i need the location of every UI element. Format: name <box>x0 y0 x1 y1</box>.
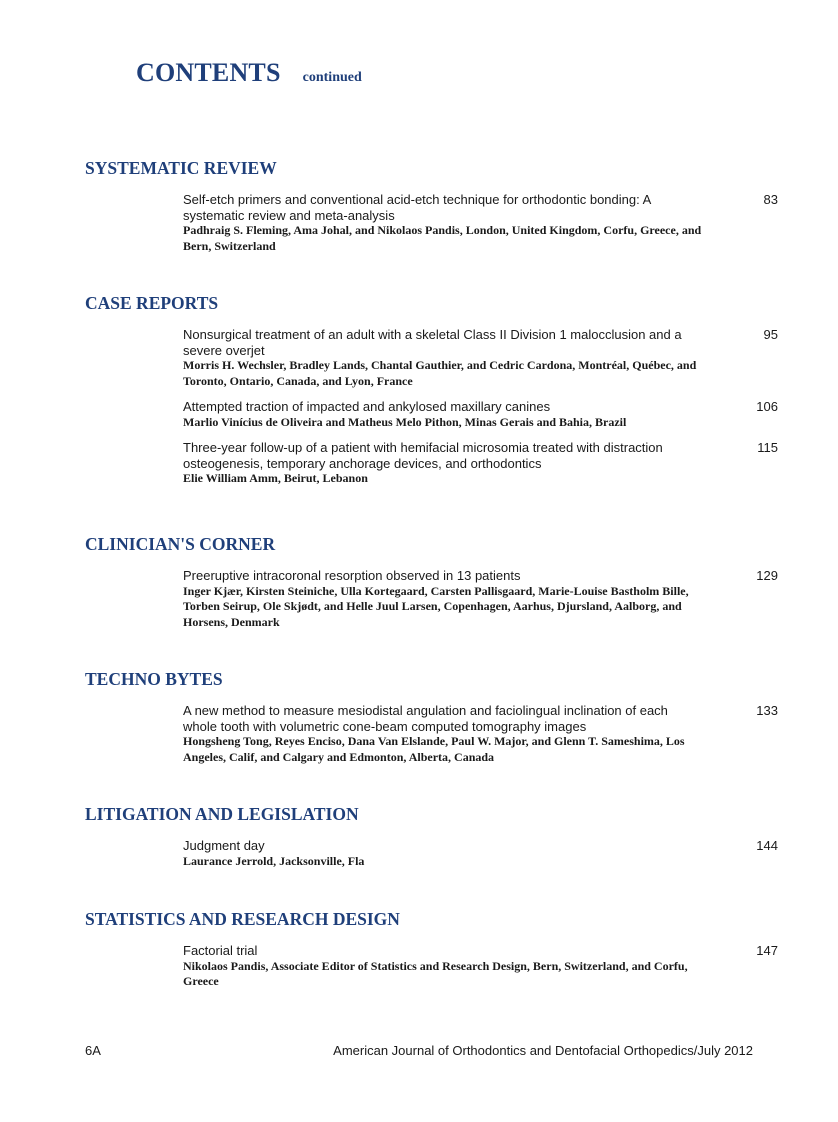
article-entry[interactable] <box>183 943 778 990</box>
article-page-number: 144 <box>756 838 778 853</box>
section-case-reports <box>85 292 778 497</box>
article-title[interactable]: Factorial trial <box>183 943 258 958</box>
article-entry[interactable] <box>183 440 778 487</box>
article-authors: Laurance Jerrold, Jacksonville, Fla <box>183 853 365 868</box>
contents-title: CONTENTS <box>136 58 281 87</box>
section-clinicians-corner <box>85 533 778 640</box>
article-entry[interactable] <box>183 399 778 430</box>
article-authors: Marlio Vinícius de Oliveira and Matheus Melo Pithon, Minas Gerais and Bahia, Brazil <box>183 414 627 429</box>
article-entry[interactable] <box>183 568 778 630</box>
article-page-number: 129 <box>756 568 778 583</box>
section-title: SYSTEMATIC REVIEW <box>85 158 277 178</box>
article-page-number: 133 <box>756 703 778 718</box>
article-authors: Inger Kjær, Kirsten Steiniche, Ulla Kortegaard, Carsten Pallisgaard, Marie-Louise Bastholm Bille, Torben Seirup, Ole Skjødt, and Helle Juul Larsen, Copenhagen, Aarhus, Djursland, Aalborg, and Horsens, Denmark <box>183 583 689 629</box>
article-title[interactable]: Self-etch primers and conventional acid-etch technique for orthodontic bonding: A systematic review and meta-analysis <box>183 192 651 223</box>
article-title[interactable]: Attempted traction of impacted and ankylosed maxillary canines <box>183 399 551 414</box>
section-title: CLINICIAN'S CORNER <box>85 534 276 554</box>
page-footer <box>85 1043 753 1058</box>
article-authors: Hongsheng Tong, Reyes Enciso, Dana Van Elslande, Paul W. Major, and Glenn T. Sameshima, Los Angeles, Calif, and Calgary and Edmonton, Alberta, Canada <box>183 734 685 764</box>
article-title[interactable]: Nonsurgical treatment of an adult with a skeletal Class II Division 1 malocclusion and a severe overjet <box>183 327 682 358</box>
article-page-number: 115 <box>757 440 778 455</box>
article-authors: Padhraig S. Fleming, Ama Johal, and Nikolaos Pandis, London, United Kingdom, Corfu, Greece, and Bern, Switzerland <box>183 223 702 253</box>
section-title: TECHNO BYTES <box>85 669 223 689</box>
article-title[interactable]: A new method to measure mesiodistal angulation and faciolingual inclination of each whole tooth with volumetric cone-beam computed tomography images <box>183 703 668 734</box>
article-entry[interactable] <box>183 327 778 389</box>
article-title[interactable]: Preeruptive intracoronal resorption observed in 13 patients <box>183 568 521 583</box>
section-systematic-review <box>85 157 778 264</box>
article-authors: Nikolaos Pandis, Associate Editor of Statistics and Research Design, Bern, Switzerland, and Corfu, Greece <box>183 958 688 988</box>
footer-journal: American Journal of Orthodontics and Dentofacial Orthopedics/July 2012 <box>333 1043 753 1058</box>
article-entry[interactable] <box>183 838 778 869</box>
contents-subtitle: continued <box>302 70 362 85</box>
section-techno-bytes <box>85 668 778 775</box>
article-page-number: 95 <box>763 327 778 342</box>
section-statistics-research-design <box>85 908 778 1000</box>
section-title: CASE REPORTS <box>85 293 219 313</box>
section-title: LITIGATION AND LEGISLATION <box>85 804 359 824</box>
article-page-number: 147 <box>756 943 778 958</box>
section-title: STATISTICS AND RESEARCH DESIGN <box>85 909 400 929</box>
section-litigation-legislation <box>85 803 778 879</box>
footer-page-label: 6A <box>85 1043 101 1058</box>
contents-header <box>136 58 362 88</box>
article-title[interactable]: Three-year follow-up of a patient with hemifacial microsomia treated with distraction osteogenesis, temporary anchorage devices, and orthodontics <box>183 440 663 471</box>
article-page-number: 106 <box>756 399 778 414</box>
article-title[interactable]: Judgment day <box>183 838 265 853</box>
article-authors: Elie William Amm, Beirut, Lebanon <box>183 471 368 485</box>
article-authors: Morris H. Wechsler, Bradley Lands, Chantal Gauthier, and Cedric Cardona, Montréal, Québec, and Toronto, Ontario, Canada, and Lyon, France <box>183 358 697 388</box>
article-page-number: 83 <box>763 192 778 207</box>
article-entry[interactable] <box>183 192 778 254</box>
article-entry[interactable] <box>183 703 778 765</box>
